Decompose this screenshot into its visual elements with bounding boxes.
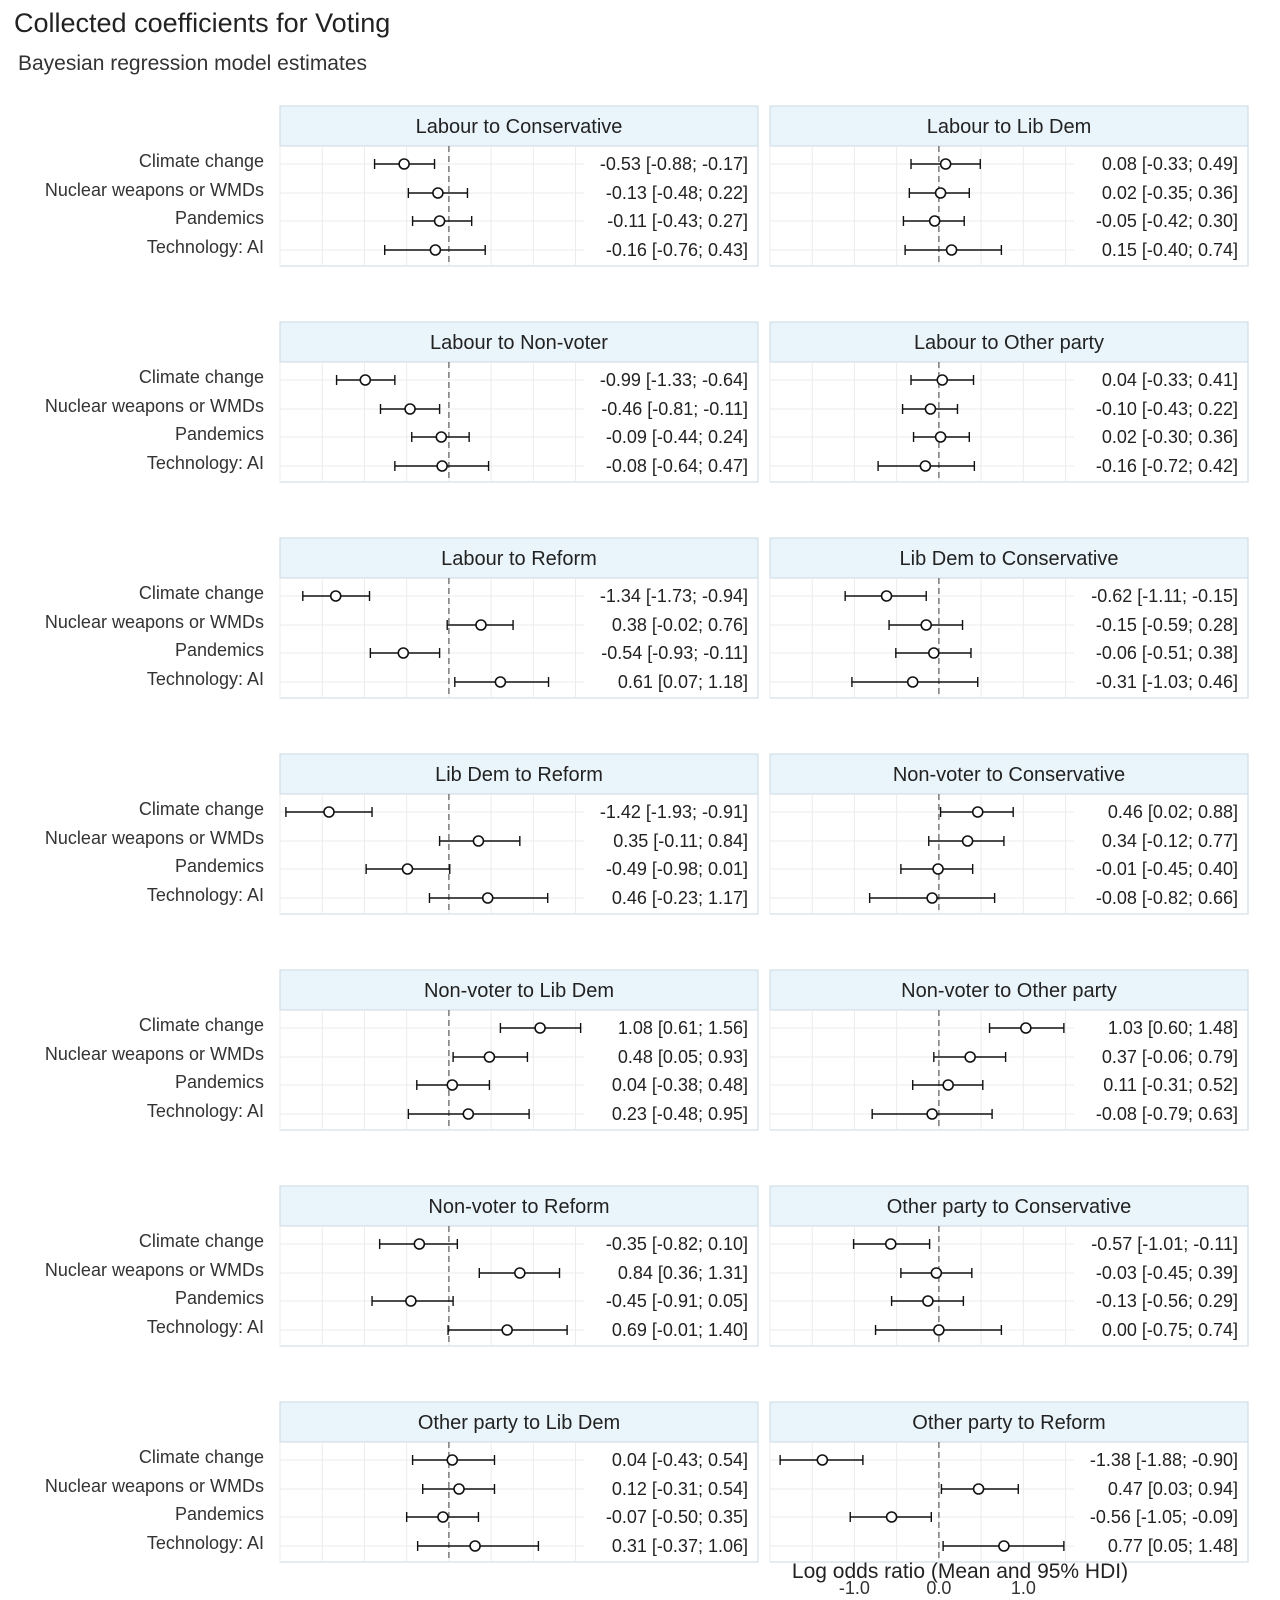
data-label: -0.16 [-0.76; 0.43] [605,240,748,260]
data-label: 0.84 [0.36; 1.31] [617,1263,748,1283]
data-label: -0.05 [-0.42; 0.30] [1095,211,1238,231]
mean-point [930,216,940,226]
mean-point [886,1239,896,1249]
data-label: -0.56 [-1.05; -0.09] [1089,1507,1238,1527]
mean-point [435,216,445,226]
mean-point [963,836,973,846]
mean-point [1021,1023,1031,1033]
mean-point [927,1109,937,1119]
mean-point [887,1512,897,1522]
mean-point [476,620,486,630]
data-label: -0.99 [-1.33; -0.64] [599,370,748,390]
mean-point [447,1455,457,1465]
data-label: -1.38 [-1.88; -0.90] [1089,1450,1238,1470]
mean-point [463,1109,473,1119]
x-tick-label: -1.0 [838,1578,870,1598]
mean-point [360,375,370,385]
data-label: 0.12 [-0.31; 0.54] [611,1479,748,1499]
mean-point [405,404,415,414]
mean-point [433,188,443,198]
category-label: Nuclear weapons or WMDs [44,1044,264,1064]
data-label: -0.08 [-0.79; 0.63] [1095,1104,1238,1124]
facet-title: Lib Dem to Conservative [899,548,1119,570]
mean-point [931,1268,941,1278]
data-label: 0.00 [-0.75; 0.74] [1101,1320,1238,1340]
mean-point [437,461,447,471]
data-label: -0.46 [-0.81; -0.11] [601,399,748,419]
category-label: Climate change [138,367,264,387]
data-label: 0.35 [-0.11; 0.84] [613,831,748,851]
mean-point [436,432,446,442]
data-label: 0.04 [-0.43; 0.54] [611,1450,748,1470]
category-label: Pandemics [174,208,264,228]
category-label: Pandemics [174,1504,264,1524]
category-label: Technology: AI [146,1533,264,1553]
data-label: 0.46 [0.02; 0.88] [1107,802,1238,822]
data-label: -0.54 [-0.93; -0.11] [601,643,748,663]
facet-title: Non-voter to Lib Dem [423,980,615,1002]
facet-title: Labour to Other party [913,332,1105,354]
mean-point [974,1484,984,1494]
mean-point [483,893,493,903]
mean-point [495,677,505,687]
category-label: Technology: AI [146,885,264,905]
data-label: 0.77 [0.05; 1.48] [1107,1536,1238,1556]
data-label: -0.45 [-0.91; 0.05] [605,1291,748,1311]
category-label: Pandemics [174,856,264,876]
mean-point [933,864,943,874]
data-label: -0.01 [-0.45; 0.40] [1095,859,1238,879]
data-label: -0.09 [-0.44; 0.24] [605,427,748,447]
data-label: 0.23 [-0.48; 0.95] [611,1104,748,1124]
data-label: -0.13 [-0.48; 0.22] [605,183,748,203]
mean-point [438,1512,448,1522]
facet-title: Labour to Lib Dem [926,116,1092,138]
mean-point [923,1296,933,1306]
mean-point [965,1052,975,1062]
data-label: 0.34 [-0.12; 0.77] [1101,831,1238,851]
data-label: -0.16 [-0.72; 0.42] [1095,456,1238,476]
category-label: Climate change [138,1447,264,1467]
mean-point [929,648,939,658]
mean-point [973,807,983,817]
data-label: -0.08 [-0.82; 0.66] [1095,888,1238,908]
mean-point [502,1325,512,1335]
category-label: Technology: AI [146,453,264,473]
mean-point [927,893,937,903]
data-label: 0.69 [-0.01; 1.40] [611,1320,748,1340]
mean-point [535,1023,545,1033]
data-label: 0.04 [-0.33; 0.41] [1101,370,1238,390]
facet-title: Other party to Reform [912,1412,1106,1434]
data-label: 0.46 [-0.23; 1.17] [611,888,748,908]
data-label: -0.11 [-0.43; 0.27] [607,211,748,231]
category-label: Climate change [138,151,264,171]
category-label: Technology: AI [146,1101,264,1121]
facet-title: Non-voter to Conservative [892,764,1126,786]
mean-point [943,1080,953,1090]
category-label: Pandemics [174,424,264,444]
data-label: 0.61 [0.07; 1.18] [617,672,748,692]
category-label: Climate change [138,799,264,819]
data-label: -0.53 [-0.88; -0.17] [599,154,748,174]
facet-title: Labour to Conservative [415,116,623,138]
category-label: Climate change [138,583,264,603]
data-label: -0.49 [-0.98; 0.01] [605,859,748,879]
data-label: 0.31 [-0.37; 1.06] [611,1536,748,1556]
mean-point [447,1080,457,1090]
mean-point [941,159,951,169]
mean-point [936,188,946,198]
mean-point [999,1541,1009,1551]
data-label: -0.31 [-1.03; 0.46] [1095,672,1238,692]
category-label: Pandemics [174,640,264,660]
category-label: Nuclear weapons or WMDs [44,180,264,200]
mean-point [908,677,918,687]
category-label: Nuclear weapons or WMDs [44,1476,264,1496]
data-label: -0.03 [-0.45; 0.39] [1095,1263,1238,1283]
mean-point [817,1455,827,1465]
mean-point [936,432,946,442]
category-label: Climate change [138,1231,264,1251]
data-label: -0.10 [-0.43; 0.22] [1095,399,1238,419]
data-label: 0.02 [-0.35; 0.36] [1101,183,1238,203]
x-tick-label: 1.0 [1010,1578,1036,1598]
data-label: 0.11 [-0.31; 0.52] [1103,1075,1238,1095]
category-label: Technology: AI [146,237,264,257]
data-label: 0.15 [-0.40; 0.74] [1101,240,1238,260]
mean-point [324,807,334,817]
data-label: -0.06 [-0.51; 0.38] [1095,643,1238,663]
data-label: 0.02 [-0.30; 0.36] [1101,427,1238,447]
data-label: 0.47 [0.03; 0.94] [1107,1479,1238,1499]
category-label: Climate change [138,1015,264,1035]
category-label: Nuclear weapons or WMDs [44,1260,264,1280]
data-label: -1.42 [-1.93; -0.91] [599,802,748,822]
mean-point [331,591,341,601]
mean-point [403,864,413,874]
mean-point [920,461,930,471]
mean-point [937,375,947,385]
category-label: Nuclear weapons or WMDs [44,396,264,416]
mean-point [921,620,931,630]
data-label: 1.08 [0.61; 1.56] [617,1018,748,1038]
mean-point [882,591,892,601]
x-axis-label: Log odds ratio (Mean and 95% HDI) [791,1560,1129,1583]
mean-point [398,648,408,658]
mean-point [470,1541,480,1551]
mean-point [430,245,440,255]
mean-point [934,1325,944,1335]
facet-title: Labour to Non-voter [430,332,608,354]
data-label: 0.38 [-0.02; 0.76] [611,615,748,635]
mean-point [399,159,409,169]
chart-subtitle: Bayesian regression model estimates [18,52,368,75]
facet-title: Non-voter to Reform [428,1196,610,1218]
facet-title: Labour to Reform [441,548,597,570]
facet-title: Non-voter to Other party [901,980,1117,1002]
data-label: -0.13 [-0.56; 0.29] [1095,1291,1238,1311]
data-label: -0.07 [-0.50; 0.35] [605,1507,748,1527]
category-label: Nuclear weapons or WMDs [44,612,264,632]
mean-point [515,1268,525,1278]
x-tick-label: 0.0 [926,1578,952,1598]
data-label: 1.03 [0.60; 1.48] [1107,1018,1238,1038]
mean-point [414,1239,424,1249]
data-label: 0.08 [-0.33; 0.49] [1101,154,1238,174]
data-label: 0.04 [-0.38; 0.48] [611,1075,748,1095]
data-label: -0.62 [-1.11; -0.15] [1091,586,1238,606]
mean-point [473,836,483,846]
data-label: 0.48 [0.05; 0.93] [617,1047,748,1067]
facet-title: Lib Dem to Reform [435,764,603,786]
data-label: -0.15 [-0.59; 0.28] [1095,615,1238,635]
facet-title: Other party to Conservative [886,1196,1132,1218]
data-label: -0.57 [-1.01; -0.11] [1091,1234,1238,1254]
mean-point [925,404,935,414]
category-label: Technology: AI [146,669,264,689]
mean-point [947,245,957,255]
data-label: -0.35 [-0.82; 0.10] [605,1234,748,1254]
chart-title: Collected coefficients for Voting [14,8,391,38]
mean-point [454,1484,464,1494]
facet-title: Other party to Lib Dem [417,1412,621,1434]
data-label: 0.37 [-0.06; 0.79] [1101,1047,1238,1067]
data-label: -0.08 [-0.64; 0.47] [605,456,748,476]
mean-point [406,1296,416,1306]
category-label: Pandemics [174,1072,264,1092]
category-label: Technology: AI [146,1317,264,1337]
category-label: Nuclear weapons or WMDs [44,828,264,848]
category-label: Pandemics [174,1288,264,1308]
data-label: -1.34 [-1.73; -0.94] [599,586,748,606]
mean-point [484,1052,494,1062]
